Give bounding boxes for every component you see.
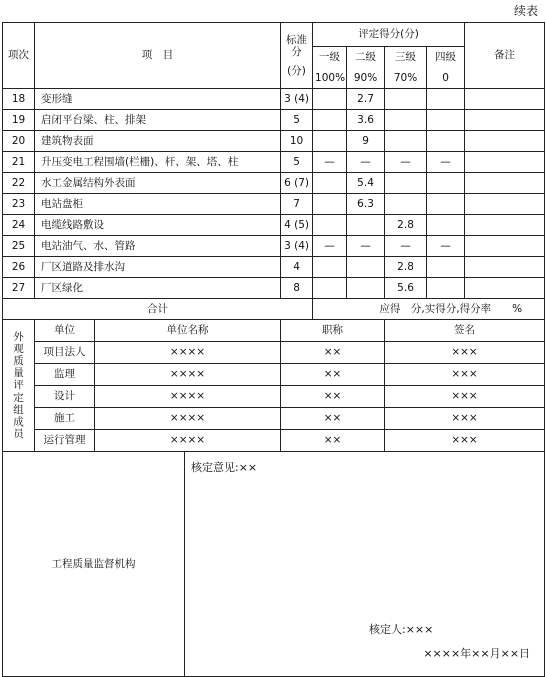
- cell-no: 22: [3, 173, 35, 194]
- cell-g2: 3.6: [347, 110, 385, 131]
- cell-g3: [385, 194, 427, 215]
- member-sign: ×××: [385, 364, 545, 386]
- member-unit-name: ××××: [95, 364, 281, 386]
- side-label-char: 外: [13, 331, 24, 344]
- member-row: [3, 386, 545, 408]
- member-row: [3, 408, 545, 430]
- grade-1-head: [313, 47, 347, 89]
- cell-item: 电缆线路敷设: [35, 215, 281, 236]
- member-title: ××: [281, 342, 385, 364]
- cell-g1: [313, 215, 347, 236]
- member-sign: ×××: [385, 408, 545, 430]
- grade-3-head: [385, 47, 427, 89]
- cell-std: 3 (4): [281, 236, 313, 257]
- cell-g1: —: [313, 152, 347, 173]
- cell-g4: [427, 278, 465, 299]
- member-title: ××: [281, 386, 385, 408]
- cell-item: 厂区绿化: [35, 278, 281, 299]
- table-row: [3, 257, 545, 278]
- table-row: [3, 173, 545, 194]
- grade-2-pct: 90%: [353, 71, 378, 84]
- cell-no: 26: [3, 257, 35, 278]
- member-unit-name: ××××: [95, 408, 281, 430]
- cell-item: 升压变电工程围墙(栏栅)、杆、架、塔、柱: [35, 152, 281, 173]
- cell-item: 电站油气、水、管路: [35, 236, 281, 257]
- cell-g3: [385, 131, 427, 152]
- table-row: [3, 215, 545, 236]
- cell-no: 23: [3, 194, 35, 215]
- cell-g4: [427, 131, 465, 152]
- panel-head-sign: 签名: [385, 320, 545, 342]
- cell-g1: [313, 278, 347, 299]
- cell-g1: [313, 131, 347, 152]
- cell-g2: 9: [347, 131, 385, 152]
- member-sign: ×××: [385, 386, 545, 408]
- table-row: [3, 278, 545, 299]
- panel-side-label: [3, 320, 35, 452]
- cell-std: 8: [281, 278, 313, 299]
- cell-g4: [427, 257, 465, 278]
- cell-g4: [427, 194, 465, 215]
- member-row: [3, 364, 545, 386]
- cell-g2: [347, 257, 385, 278]
- cell-g2: —: [347, 152, 385, 173]
- cell-std: 4 (5): [281, 215, 313, 236]
- member-unit-name: ××××: [95, 386, 281, 408]
- supervision-label: 工程质量监督机构: [3, 452, 185, 677]
- side-label-char: 观: [13, 343, 24, 356]
- side-label-char: 评: [13, 379, 24, 392]
- member-sign: ×××: [385, 430, 545, 452]
- side-label-char: 成: [13, 415, 24, 428]
- table-row: [3, 152, 545, 173]
- member-row: [3, 342, 545, 364]
- cell-g1: —: [313, 236, 347, 257]
- grade-4-head: [427, 47, 465, 89]
- cell-remark: [465, 194, 545, 215]
- cell-item: 建筑物表面: [35, 131, 281, 152]
- header-no: 项次: [3, 23, 35, 89]
- cell-g3: 2.8: [385, 257, 427, 278]
- member-unit: 运行管理: [35, 430, 95, 452]
- cell-remark: [465, 152, 545, 173]
- cell-g4: —: [427, 152, 465, 173]
- member-title: ××: [281, 430, 385, 452]
- cell-g3: 2.8: [385, 215, 427, 236]
- cell-std: 4: [281, 257, 313, 278]
- header-standard-score-line2: (分): [287, 64, 306, 77]
- grade-1-name: 一级: [319, 51, 341, 64]
- total-label: 合计: [3, 299, 313, 320]
- cell-item: 变形缝: [35, 89, 281, 110]
- table-row: [3, 110, 545, 131]
- cell-g1: [313, 110, 347, 131]
- table-row: [3, 131, 545, 152]
- cell-remark: [465, 236, 545, 257]
- panel-head-unit-name: 单位名称: [95, 320, 281, 342]
- grade-2-head: [347, 47, 385, 89]
- cell-g4: [427, 110, 465, 131]
- cell-remark: [465, 278, 545, 299]
- cell-g2: 5.4: [347, 173, 385, 194]
- cell-g3: [385, 89, 427, 110]
- assessment-table: [2, 22, 545, 677]
- supervision-opinion: 核定意见:××: [191, 461, 258, 474]
- supervision-body: [185, 452, 545, 677]
- grade-4-name: 四级: [435, 51, 457, 64]
- supervision-box: [185, 452, 544, 676]
- cell-no: 24: [3, 215, 35, 236]
- cell-std: 6 (7): [281, 173, 313, 194]
- cell-g4: [427, 173, 465, 194]
- panel-head-title: 职称: [281, 320, 385, 342]
- cell-g2: 6.3: [347, 194, 385, 215]
- cell-g2: [347, 215, 385, 236]
- member-unit-name: ××××: [95, 430, 281, 452]
- cell-remark: [465, 131, 545, 152]
- table-row: [3, 89, 545, 110]
- member-title: ××: [281, 408, 385, 430]
- table-row: [3, 194, 545, 215]
- cell-remark: [465, 89, 545, 110]
- cell-no: 18: [3, 89, 35, 110]
- cell-g3: 5.6: [385, 278, 427, 299]
- grade-1-pct: 100%: [315, 71, 346, 84]
- member-title: ××: [281, 364, 385, 386]
- header-standard-score-line1: 标准分: [286, 34, 308, 59]
- cell-no: 25: [3, 236, 35, 257]
- cell-remark: [465, 173, 545, 194]
- cell-g4: [427, 215, 465, 236]
- member-unit-name: ××××: [95, 342, 281, 364]
- member-row: [3, 430, 545, 452]
- side-label-char: 量: [13, 367, 24, 380]
- cell-std: 7: [281, 194, 313, 215]
- side-label-char: 员: [13, 427, 24, 440]
- cell-std: 10: [281, 131, 313, 152]
- cell-g2: [347, 278, 385, 299]
- member-sign: ×××: [385, 342, 545, 364]
- cell-item: 水工金属结构外表面: [35, 173, 281, 194]
- grade-2-name: 二级: [355, 51, 377, 64]
- grade-3-name: 三级: [395, 51, 417, 64]
- total-text: 应得 分,实得分,得分率 %: [313, 299, 545, 320]
- cell-g4: —: [427, 236, 465, 257]
- cell-item: 厂区道路及排水沟: [35, 257, 281, 278]
- supervision-row: [3, 452, 545, 677]
- member-unit: 项目法人: [35, 342, 95, 364]
- total-row: [3, 299, 545, 320]
- panel-head-unit: 单位: [35, 320, 95, 342]
- cell-remark: [465, 257, 545, 278]
- side-label-char: 定: [13, 391, 24, 404]
- cell-item: 启闭平台梁、柱、排架: [35, 110, 281, 131]
- panel-header-row: [3, 320, 545, 342]
- cell-std: 3 (4): [281, 89, 313, 110]
- cell-std: 5: [281, 152, 313, 173]
- cell-item: 电站盘柜: [35, 194, 281, 215]
- member-unit: 监理: [35, 364, 95, 386]
- supervision-date: ××××年××月××日: [423, 647, 531, 660]
- cell-g1: [313, 89, 347, 110]
- header-score: 评定得分(分): [313, 23, 465, 47]
- cell-g3: —: [385, 152, 427, 173]
- header-item: 项 目: [35, 23, 281, 89]
- cell-g1: [313, 194, 347, 215]
- cell-no: 21: [3, 152, 35, 173]
- cell-no: 27: [3, 278, 35, 299]
- cell-remark: [465, 215, 545, 236]
- cell-g1: [313, 173, 347, 194]
- header-remark: 备注: [465, 23, 545, 89]
- cell-g4: [427, 89, 465, 110]
- cell-g3: —: [385, 236, 427, 257]
- grade-3-pct: 70%: [393, 71, 418, 84]
- cell-g2: —: [347, 236, 385, 257]
- cell-no: 20: [3, 131, 35, 152]
- side-label-char: 质: [13, 355, 24, 368]
- side-label-char: 组: [13, 403, 24, 416]
- cell-g3: [385, 110, 427, 131]
- grade-4-pct: 0: [442, 71, 449, 84]
- supervision-verifier: 核定人:×××: [369, 623, 434, 636]
- header-standard-score: [281, 23, 313, 89]
- cell-g2: 2.7: [347, 89, 385, 110]
- table-row: [3, 236, 545, 257]
- cell-no: 19: [3, 110, 35, 131]
- member-unit: 施工: [35, 408, 95, 430]
- cell-remark: [465, 110, 545, 131]
- cell-std: 5: [281, 110, 313, 131]
- member-unit: 设计: [35, 386, 95, 408]
- cell-g1: [313, 257, 347, 278]
- cell-g3: [385, 173, 427, 194]
- continued-label: 续表: [513, 4, 538, 18]
